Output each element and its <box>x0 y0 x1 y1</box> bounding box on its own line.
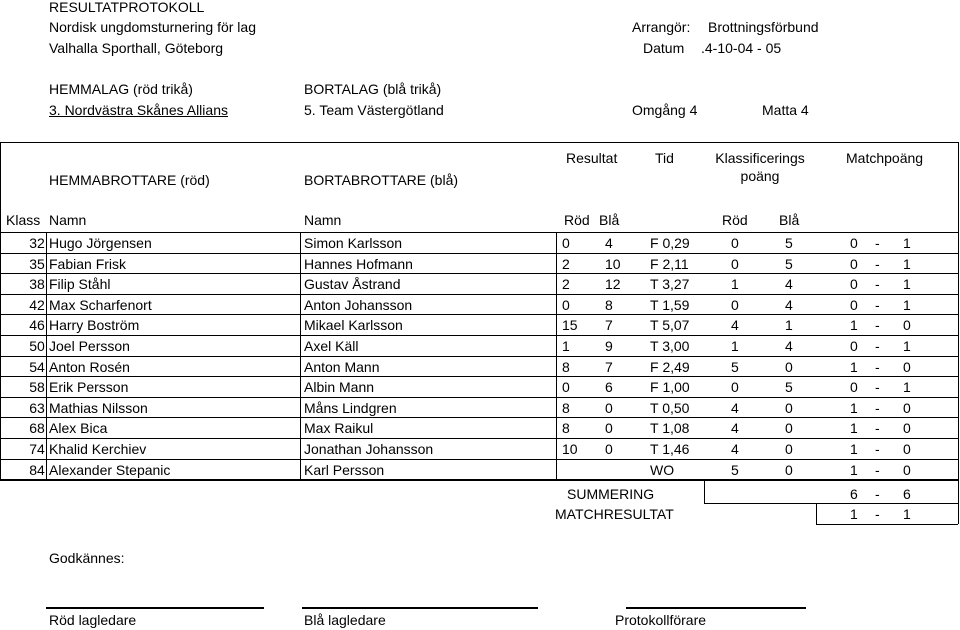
cell-home: Filip Ståhl <box>49 276 111 293</box>
away-team-label: BORTALAG (blå trikå) <box>304 81 442 97</box>
cell-away: Albin Mann <box>304 379 375 396</box>
cell-home: Anton Rosén <box>49 358 130 375</box>
col-class-points: Klassificerings <box>715 150 805 166</box>
cell-mp-blue: 0 <box>903 461 911 478</box>
cell-home: Alexander Stepanic <box>49 461 171 478</box>
cell-away: Anton Mann <box>304 358 380 375</box>
approved-label: Godkännes: <box>49 550 125 566</box>
sub-result-red: Röd <box>564 212 590 228</box>
table-row <box>0 460 960 480</box>
cell-res-red: 15 <box>562 317 578 334</box>
match-result-blue: 1 <box>903 506 911 522</box>
sub-name-home: Namn <box>49 212 87 228</box>
cell-res-red: 8 <box>562 358 570 375</box>
table-row <box>0 233 960 253</box>
row-divider <box>0 479 958 480</box>
summary-red: 6 <box>850 486 858 502</box>
cell-dash: - <box>875 441 880 457</box>
cell-cp-blue: 0 <box>785 399 793 416</box>
cell-time: T 1,59 <box>650 296 690 313</box>
mat-label: Matta 4 <box>762 102 809 118</box>
cell-mp-red: 0 <box>850 276 858 293</box>
cell-dash: - <box>875 399 880 416</box>
summary-label: SUMMERING <box>567 486 655 502</box>
round-label: Omgång 4 <box>632 102 698 118</box>
cell-cp-red: 4 <box>731 399 739 416</box>
cell-cp-blue: 4 <box>785 296 793 313</box>
blue-leader-label: Blå lagledare <box>304 612 386 628</box>
cell-cp-blue: 4 <box>785 338 793 354</box>
cell-mp-blue: 0 <box>903 358 911 375</box>
cell-dash: - <box>875 255 880 272</box>
col-class-points-line2: poäng <box>740 168 780 184</box>
table-row <box>0 439 960 459</box>
col-away-wrestler: BORTABROTTARE (blå) <box>304 172 459 188</box>
recorder-signature-line <box>626 607 806 609</box>
cell-time: T 0,50 <box>650 399 690 416</box>
cell-mp-blue: 0 <box>903 441 911 457</box>
home-team-name: 3. Nordvästra Skånes Allians <box>49 102 228 118</box>
summary-dash: - <box>875 486 880 502</box>
cell-res-blue: 7 <box>605 358 613 375</box>
cell-res-blue: 0 <box>605 420 613 437</box>
cell-dash: - <box>875 276 880 293</box>
cell-res-red: 0 <box>562 296 570 313</box>
cell-res-red: 8 <box>562 420 570 437</box>
cell-mp-red: 0 <box>850 379 858 396</box>
cell-res-red: 0 <box>562 379 570 396</box>
col-result: Resultat <box>566 150 618 166</box>
summary-blue: 6 <box>903 486 911 502</box>
cell-res-blue: 7 <box>605 317 613 334</box>
cell-dash: - <box>875 461 880 478</box>
cell-time: F 1,00 <box>650 379 690 396</box>
cell-cp-red: 5 <box>731 358 739 375</box>
cell-away: Måns Lindgren <box>304 399 397 416</box>
sub-result-blue: Blå <box>599 212 620 228</box>
date-label: Datum <box>643 40 685 56</box>
cell-time: T 3,00 <box>650 338 690 354</box>
col-match-points: Matchpoäng <box>846 150 924 166</box>
cell-cp-red: 0 <box>731 379 739 396</box>
cell-cp-blue: 4 <box>785 276 793 293</box>
cell-mp-red: 0 <box>850 296 858 313</box>
cell-mp-red: 0 <box>850 338 858 354</box>
red-leader-signature-line <box>46 607 264 609</box>
cell-res-blue: 9 <box>605 338 613 354</box>
cell-res-red: 10 <box>562 441 578 457</box>
cell-mp-blue: 1 <box>903 235 911 251</box>
match-result-dash: - <box>875 506 880 522</box>
cell-klass: 54 <box>29 358 45 375</box>
cell-time: F 0,29 <box>650 235 690 251</box>
cell-away: Gustav Åstrand <box>304 276 401 293</box>
cell-klass: 35 <box>29 255 45 272</box>
cell-res-red: 8 <box>562 399 570 416</box>
cell-dash: - <box>875 338 880 354</box>
cell-cp-blue: 5 <box>785 235 793 251</box>
red-leader-label: Röd lagledare <box>49 612 137 628</box>
table-row <box>0 357 960 377</box>
sub-name-away: Namn <box>304 212 342 228</box>
cell-klass: 42 <box>29 296 45 313</box>
cell-mp-red: 1 <box>850 420 858 437</box>
col-time: Tid <box>655 150 674 166</box>
cell-cp-red: 1 <box>731 276 739 293</box>
cell-res-blue: 8 <box>605 296 613 313</box>
sub-class: Klass <box>6 212 41 228</box>
cell-time: T 1,08 <box>650 420 690 437</box>
col-home-wrestler: HEMMABROTTARE (röd) <box>49 172 210 188</box>
table-row <box>0 377 960 397</box>
cell-mp-red: 1 <box>850 317 858 334</box>
cell-klass: 50 <box>29 338 45 354</box>
cell-res-blue: 6 <box>605 379 613 396</box>
cell-time: T 1,46 <box>650 441 690 457</box>
cell-res-blue: 0 <box>605 441 613 457</box>
cell-away: Simon Karlsson <box>304 235 403 251</box>
cell-mp-red: 1 <box>850 461 858 478</box>
cell-klass: 63 <box>29 399 45 416</box>
cell-home: Erik Persson <box>49 379 129 396</box>
table-row <box>0 418 960 438</box>
cell-klass: 32 <box>29 235 45 251</box>
cell-mp-blue: 1 <box>903 338 911 354</box>
table-row <box>0 274 960 294</box>
organizer-label: Arrangör: <box>632 19 691 35</box>
cell-mp-blue: 1 <box>903 296 911 313</box>
away-team-name: 5. Team Västergötland <box>304 102 444 118</box>
cell-cp-blue: 5 <box>785 379 793 396</box>
cell-time: F 2,11 <box>650 255 689 272</box>
away-divider <box>300 233 301 481</box>
cell-res-red: 2 <box>562 255 570 272</box>
cell-cp-red: 4 <box>731 317 739 334</box>
cell-mp-blue: 1 <box>903 276 911 293</box>
match-result-red: 1 <box>850 506 858 522</box>
match-result-label: MATCHRESULTAT <box>555 506 674 522</box>
date-value: .4-10-04 - 05 <box>701 40 782 56</box>
cell-home: Khalid Kerchiev <box>49 441 147 457</box>
cell-time: T 3,27 <box>650 276 690 293</box>
cell-res-red: 2 <box>562 276 570 293</box>
cell-mp-blue: 1 <box>903 255 911 272</box>
cell-cp-blue: 0 <box>785 420 793 437</box>
sub-points-red: Röd <box>722 212 748 228</box>
cell-home: Fabian Frisk <box>49 255 127 272</box>
cell-time: F 2,49 <box>650 358 690 375</box>
event-name: Nordisk ungdomsturnering för lag <box>49 19 256 35</box>
cell-klass: 38 <box>29 276 45 293</box>
summary-box-mid <box>704 503 958 504</box>
table-row <box>0 336 960 356</box>
table-row <box>0 295 960 315</box>
table-row <box>0 315 960 335</box>
cell-res-red: 0 <box>562 235 570 251</box>
cell-cp-red: 4 <box>731 441 739 457</box>
venue: Valhalla Sporthall, Göteborg <box>49 40 224 56</box>
cell-cp-blue: 1 <box>785 317 793 334</box>
cell-cp-red: 0 <box>731 255 739 272</box>
home-team-label: HEMMALAG (röd trikå) <box>49 81 193 97</box>
cell-home: Mathias Nilsson <box>49 399 148 416</box>
cell-res-blue: 4 <box>605 235 613 251</box>
cell-klass: 68 <box>29 420 45 437</box>
result-divider <box>556 233 557 481</box>
cell-cp-blue: 0 <box>785 461 793 478</box>
cell-cp-red: 0 <box>731 296 739 313</box>
cell-cp-blue: 0 <box>785 441 793 457</box>
cell-away: Max Raikul <box>304 420 374 437</box>
cell-mp-red: 0 <box>850 255 858 272</box>
name-divider <box>46 233 47 481</box>
cell-time: T 5,07 <box>650 317 690 334</box>
cell-klass: 58 <box>29 379 45 396</box>
cell-dash: - <box>875 358 880 375</box>
table-top-border <box>0 142 958 143</box>
cell-mp-blue: 0 <box>903 317 911 334</box>
cell-res-blue: 12 <box>605 276 621 293</box>
cell-home: Hugo Jörgensen <box>49 235 152 251</box>
cell-dash: - <box>875 317 880 334</box>
cell-cp-blue: 0 <box>785 358 793 375</box>
result-box-left <box>816 503 817 524</box>
cell-home: Harry Boström <box>49 317 140 334</box>
cell-mp-red: 1 <box>850 441 858 457</box>
cell-mp-red: 1 <box>850 399 858 416</box>
cell-mp-blue: 0 <box>903 420 911 437</box>
table-row <box>0 254 960 274</box>
cell-cp-red: 4 <box>731 420 739 437</box>
cell-away: Karl Persson <box>304 461 385 478</box>
cell-dash: - <box>875 235 880 251</box>
organizer-value: Brottningsförbund <box>708 19 819 35</box>
cell-home: Max Scharfenort <box>49 296 152 313</box>
cell-cp-red: 1 <box>731 338 739 354</box>
page-title: RESULTATPROTOKOLL <box>49 0 205 15</box>
blue-leader-signature-line <box>302 607 538 609</box>
cell-away: Jonathan Johansson <box>304 441 434 457</box>
cell-time: WO <box>650 461 675 478</box>
cell-home: Alex Bica <box>49 420 108 437</box>
cell-klass: 74 <box>29 441 45 457</box>
summary-box-left <box>704 480 705 504</box>
cell-away: Hannes Hofmann <box>304 255 413 272</box>
cell-mp-blue: 1 <box>903 379 911 396</box>
table-row <box>0 398 960 418</box>
cell-away: Mikael Karlsson <box>304 317 403 334</box>
cell-dash: - <box>875 420 880 437</box>
recorder-label: Protokollförare <box>615 612 707 628</box>
cell-away: Axel Käll <box>304 338 359 354</box>
cell-cp-blue: 5 <box>785 255 793 272</box>
cell-home: Joel Persson <box>49 338 130 354</box>
cell-away: Anton Johansson <box>304 296 413 313</box>
cell-cp-red: 5 <box>731 461 739 478</box>
cell-mp-red: 1 <box>850 358 858 375</box>
cell-res-red: 1 <box>562 338 570 354</box>
cell-res-blue: 10 <box>605 255 621 272</box>
cell-dash: - <box>875 296 880 313</box>
cell-klass: 84 <box>29 461 45 478</box>
cell-mp-red: 0 <box>850 235 858 251</box>
summary-box-bottom <box>816 524 958 525</box>
sub-points-blue: Blå <box>779 212 800 228</box>
cell-klass: 46 <box>29 317 45 334</box>
cell-res-blue: 0 <box>605 399 613 416</box>
cell-dash: - <box>875 379 880 396</box>
cell-mp-blue: 0 <box>903 399 911 416</box>
cell-cp-red: 0 <box>731 235 739 251</box>
